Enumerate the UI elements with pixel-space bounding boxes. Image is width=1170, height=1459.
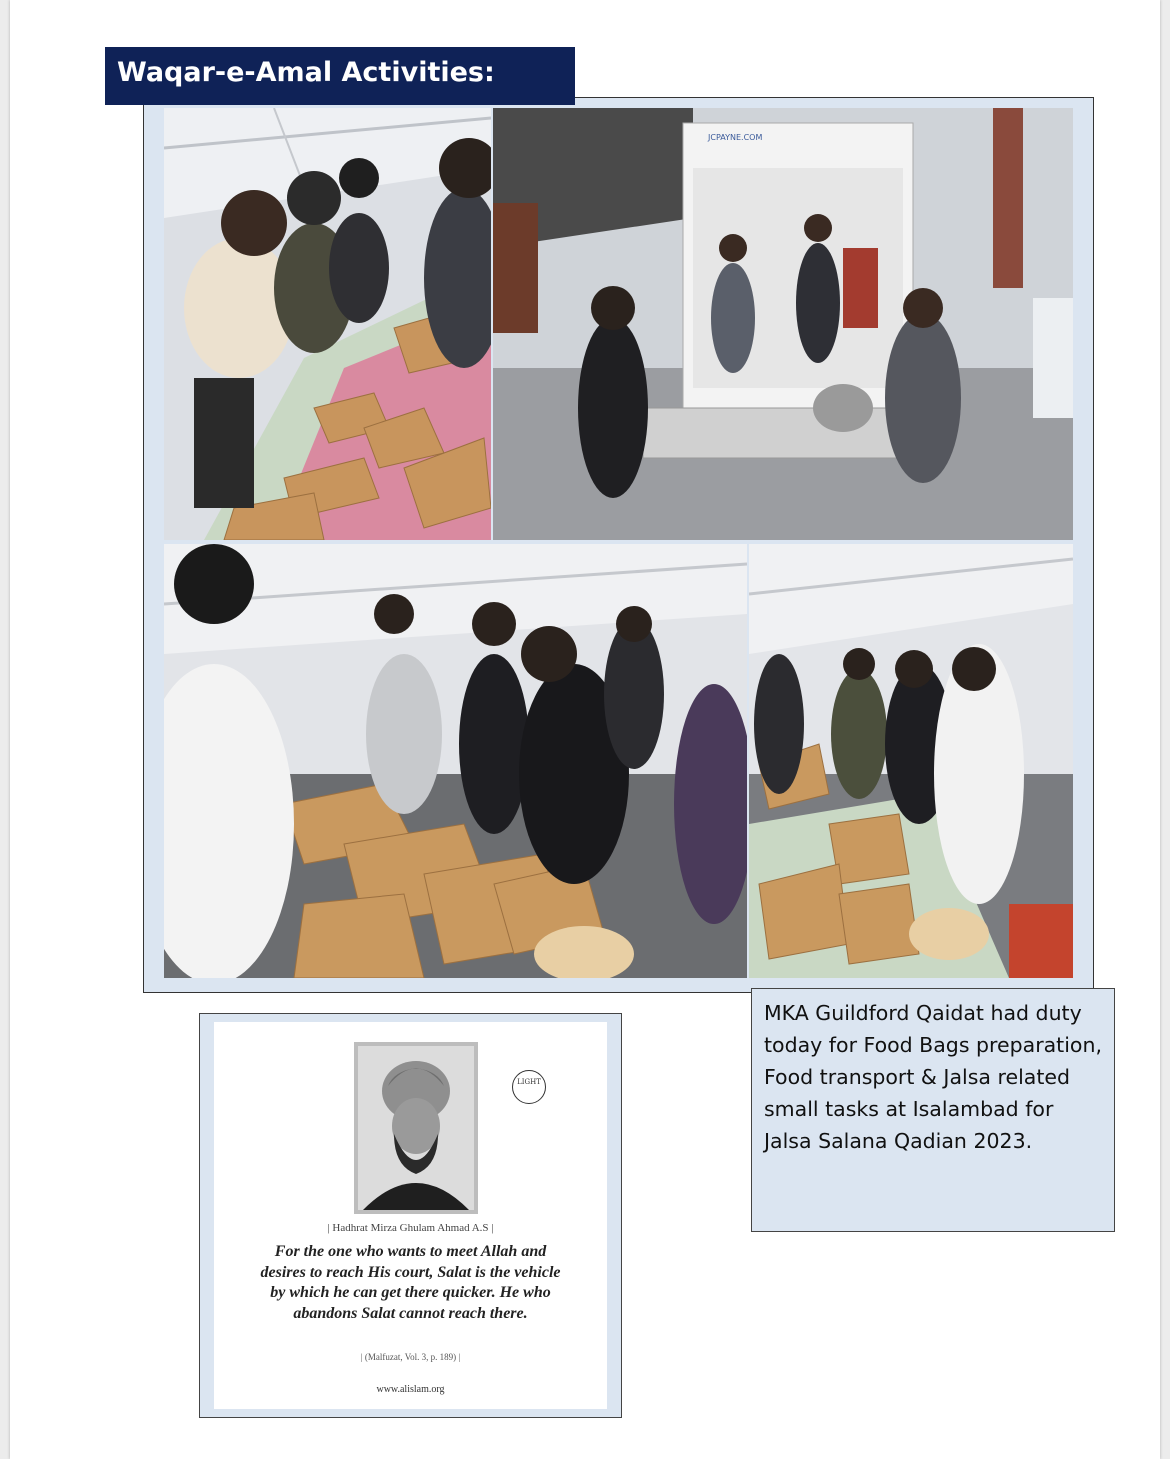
photo-packing-food (749, 544, 1073, 978)
quote-author: | Hadhrat Mirza Ghulam Ahmad A.S | (327, 1222, 494, 1234)
portrait-image (354, 1042, 478, 1214)
quote-card-inner (214, 1022, 607, 1409)
section-title: Waqar-e-Amal Activities: (105, 47, 575, 105)
photo-group-packing (164, 544, 747, 978)
van-sign-text: JCPAYNE.COM (708, 133, 763, 142)
photo-van-loading (493, 108, 1073, 540)
quote-website: www.alislam.org (376, 1384, 445, 1395)
quote-text: For the one who wants to meet Allah and desires to reach His court, Salat is the vehicle by which he can get there quicker. He who abandons Salat cannot reach there. (260, 1243, 561, 1322)
light-logo-icon: LIGHT (512, 1070, 546, 1104)
photo-packing-table (164, 108, 491, 540)
quote-card (199, 1013, 622, 1418)
caption-text: MKA Guildford Qaidat had duty today for Food Bags preparation, Food transport & Jalsa related small tasks at Isalambad for Jalsa Salana Qadian 2023. (751, 988, 1115, 1232)
quote-reference: | (Malfuzat, Vol. 3, p. 189) | (360, 1352, 461, 1362)
document-page (10, 0, 1160, 1459)
photo-collage (143, 97, 1094, 993)
